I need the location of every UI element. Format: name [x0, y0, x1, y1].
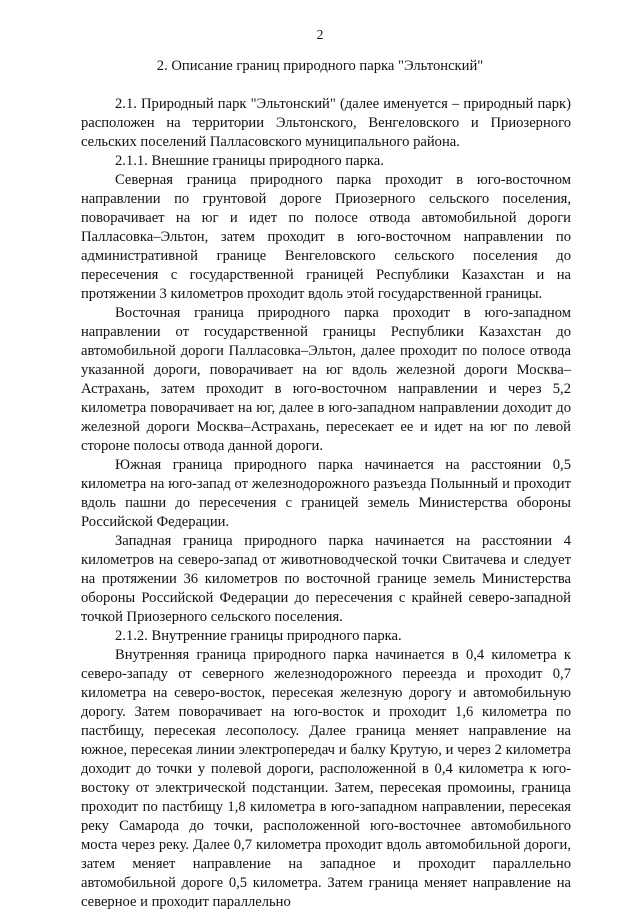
subheading-external-borders: 2.1.1. Внешние границы природного парка.	[115, 153, 384, 169]
section-heading: 2. Описание границ природного парка "Эльтонский"	[156, 58, 484, 74]
paragraph-west-border: Западная граница природного парка начинается на расстоянии 4 километров на северо-запад от животноводческой точки Свитачева и следует на протяжении 36 километров по восточной границе земель Министерства обороны Российской Федерации до пересечения с крайней северо-западной точкой Приозерного сельского поселения.	[81, 533, 571, 625]
paragraph-internal-border: Внутренняя граница природного парка начинается в 0,4 километра к северо-западу от северного железнодорожного переезда и проходит 0,7 километра на северо-восток, пересекая железную дорогу и автомобильную дорогу. Затем поворачивает на юго-восток и проходит 1,6 километра по пастбищу, пересекая лесополосу. Далее граница меняет направление на южное, пересекая линии электропередач и балку Крутую, и через 2 километра доходит до точки у полевой дороги, расположенной в 0,4 километра к юго-востоку от электрической подстанции. Затем, пересекая промоины, граница проходит по пастбищу 1,8 километра в юго-западном направлении, пересекая реку Самарода до точки, расположенной юго-восточнее автомобильного моста через реку. Далее 0,7 километра проходит вдоль автомобильной дороги, затем меняет направление на западное и проходит параллельно автомобильной дороге 0,5 километра. Затем граница меняет направление на северное и проходит параллельно	[81, 647, 571, 910]
paragraph-south-border: Южная граница природного парка начинается на расстоянии 0,5 километра на юго-запад от железнодорожного разъезда Полынный и проходит вдоль пашни до пересечения с границей земель Министерства обороны Российской Федерации.	[81, 457, 571, 530]
paragraph-location: 2.1. Природный парк "Эльтонский" (далее именуется – природный парк) расположен на территории Эльтонского, Венгеловского и Приозерного сельских поселений Палласовского муниципального района.	[81, 96, 571, 150]
page-number: 2	[316, 27, 324, 42]
paragraph-north-border: Северная граница природного парка проходит в юго-восточном направлении по грунтовой дороге Приозерного сельского поселения, поворачивает на юг и идет по полосе отвода автомобильной дороги Палласовка–Эльтон, затем проходит в юго-восточном направлении по административной границе Венгеловского сельского поселения до пересечения с государственной границей Республики Казахстан и на протяжении 3 километров проходит вдоль этой государственной границы.	[81, 172, 571, 302]
document-body	[81, 95, 571, 912]
subheading-internal-borders: 2.1.2. Внутренние границы природного парка.	[115, 628, 402, 644]
paragraph-east-border: Восточная граница природного парка проходит в юго-западном направлении от государственной границы Республики Казахстан до автомобильной дороги Палласовка–Эльтон, далее проходит по полосе отвода указанной дороги, поворачивает на юг вдоль железной дороги Москва–Астрахань, затем проходит в юго-восточном направлении и через 5,2 километра поворачивает на юг, далее в юго-западном направлении доходит до железной дороги Москва–Астрахань, пересекает ее и идет на юг по левой стороне полосы отвода данной дороги.	[81, 305, 571, 454]
